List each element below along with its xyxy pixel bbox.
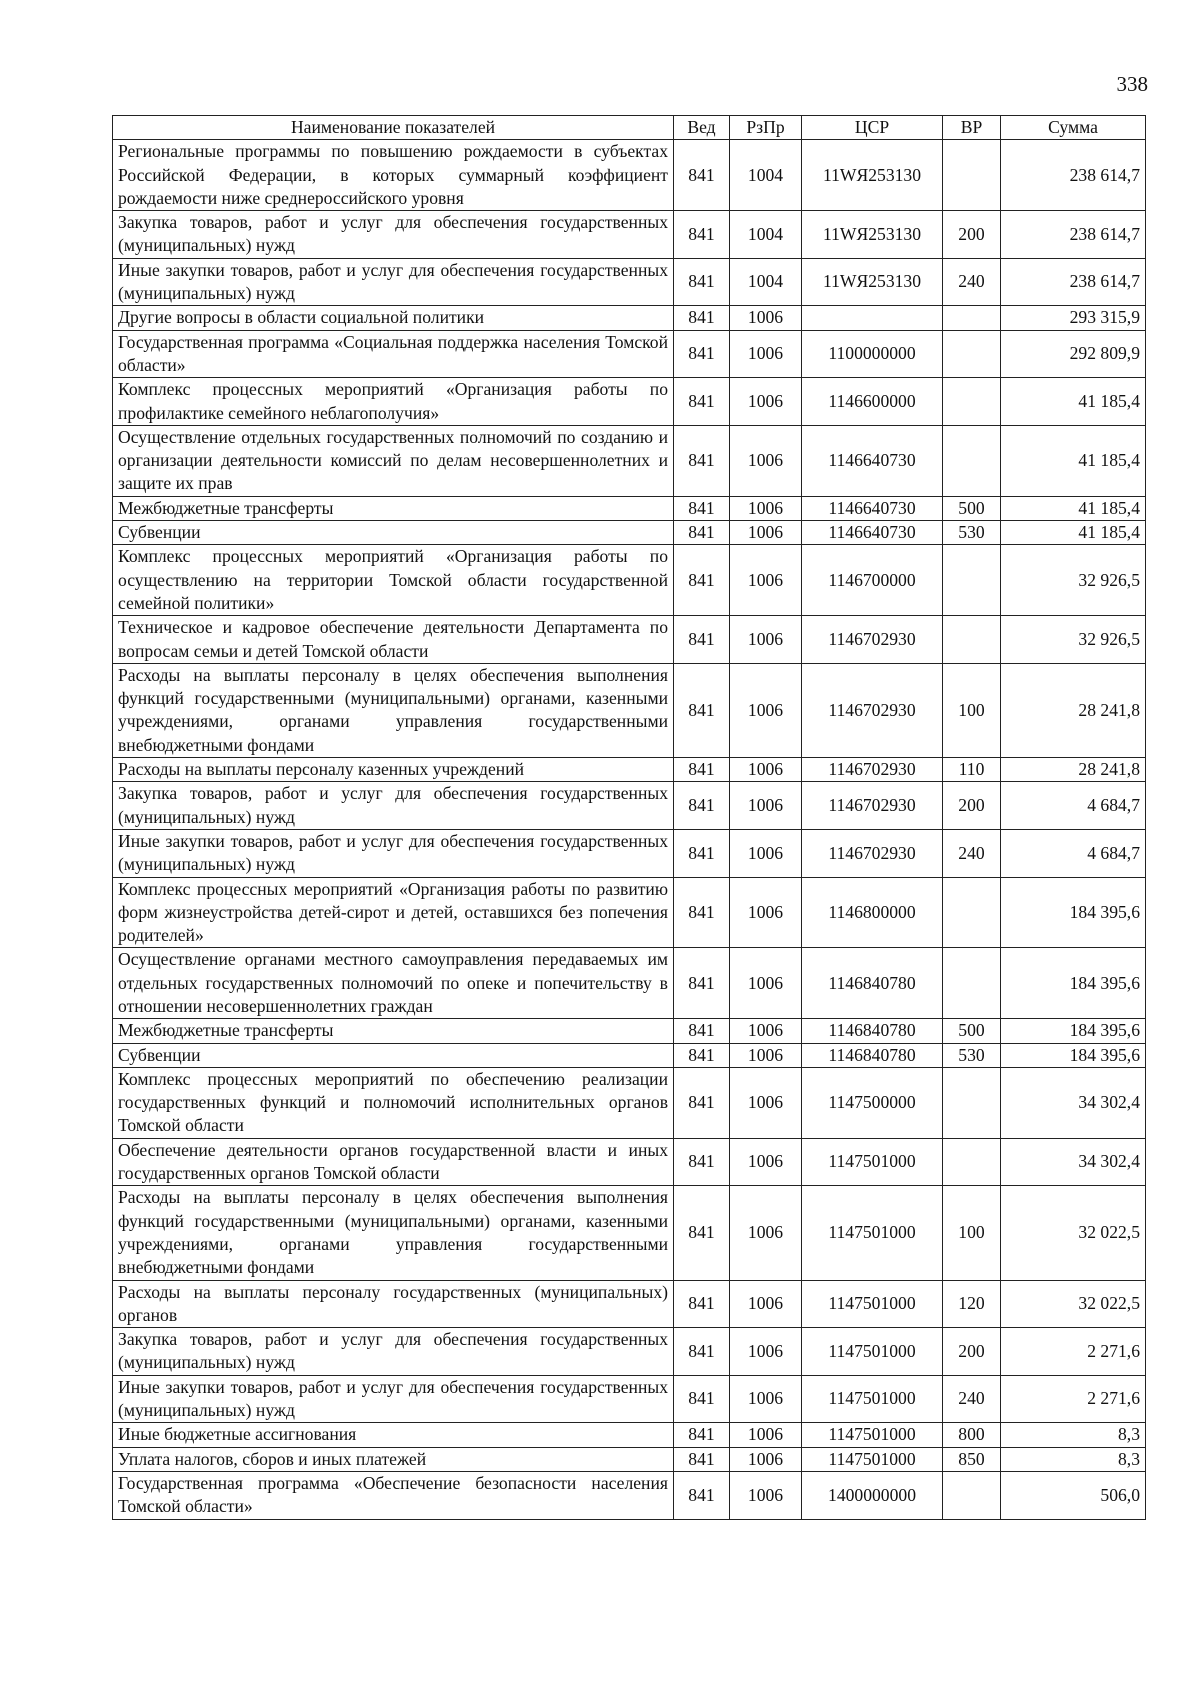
cell-vr xyxy=(943,1471,1001,1519)
cell-csr: 1146700000 xyxy=(802,545,943,616)
cell-sum: 184 395,6 xyxy=(1001,1019,1146,1043)
cell-csr: 1147501000 xyxy=(802,1280,943,1328)
cell-vr: 110 xyxy=(943,758,1001,782)
table-row xyxy=(113,948,1146,1019)
cell-name: Расходы на выплаты персоналу казенных учреждений xyxy=(113,758,674,782)
cell-ved: 841 xyxy=(674,140,730,211)
cell-sum: 4 684,7 xyxy=(1001,782,1146,830)
cell-sum: 2 271,6 xyxy=(1001,1375,1146,1423)
cell-vr xyxy=(943,545,1001,616)
cell-ved: 841 xyxy=(674,521,730,545)
cell-rzpr: 1006 xyxy=(730,1375,802,1423)
cell-rzpr: 1006 xyxy=(730,425,802,496)
cell-csr: 1147501000 xyxy=(802,1138,943,1186)
cell-ved: 841 xyxy=(674,1067,730,1138)
cell-vr: 200 xyxy=(943,1328,1001,1376)
cell-name: Техническое и кадровое обеспечение деятельности Департамента по вопросам семьи и детей Томской области xyxy=(113,616,674,664)
cell-ved: 841 xyxy=(674,1423,730,1447)
cell-name: Государственная программа «Обеспечение безопасности населения Томской области» xyxy=(113,1471,674,1519)
table-row xyxy=(113,1280,1146,1328)
cell-name: Комплекс процессных мероприятий «Организация работы по осуществлению на территории Томской области государственной семейной политики» xyxy=(113,545,674,616)
cell-vr: 530 xyxy=(943,1043,1001,1067)
cell-csr: 1146840780 xyxy=(802,948,943,1019)
cell-csr: 1146840780 xyxy=(802,1043,943,1067)
cell-csr: 1146702930 xyxy=(802,782,943,830)
column-header-rzpr: РзПр xyxy=(730,116,802,140)
table-row xyxy=(113,306,1146,330)
cell-ved: 841 xyxy=(674,1186,730,1280)
page-number: 338 xyxy=(1116,72,1148,96)
column-header-name: Наименование показателей xyxy=(113,116,674,140)
cell-ved: 841 xyxy=(674,1043,730,1067)
cell-rzpr: 1006 xyxy=(730,877,802,948)
column-header-vr: ВР xyxy=(943,116,1001,140)
cell-sum: 238 614,7 xyxy=(1001,211,1146,259)
cell-ved: 841 xyxy=(674,211,730,259)
cell-rzpr: 1006 xyxy=(730,1067,802,1138)
cell-sum: 32 022,5 xyxy=(1001,1186,1146,1280)
cell-ved: 841 xyxy=(674,1328,730,1376)
cell-name: Уплата налогов, сборов и иных платежей xyxy=(113,1447,674,1471)
cell-ved: 841 xyxy=(674,877,730,948)
cell-csr: 1400000000 xyxy=(802,1471,943,1519)
cell-csr: 1100000000 xyxy=(802,330,943,378)
table-row xyxy=(113,829,1146,877)
cell-vr xyxy=(943,425,1001,496)
cell-rzpr: 1006 xyxy=(730,782,802,830)
cell-rzpr: 1006 xyxy=(730,663,802,757)
cell-sum: 41 185,4 xyxy=(1001,425,1146,496)
cell-sum: 28 241,8 xyxy=(1001,758,1146,782)
cell-csr: 1147501000 xyxy=(802,1423,943,1447)
cell-sum: 41 185,4 xyxy=(1001,378,1146,426)
table-row xyxy=(113,258,1146,306)
cell-name: Иные закупки товаров, работ и услуг для обеспечения государственных (муниципальных) нужд xyxy=(113,829,674,877)
cell-vr xyxy=(943,616,1001,664)
cell-ved: 841 xyxy=(674,1138,730,1186)
cell-name: Комплекс процессных мероприятий по обеспечению реализации государственных функций и полномочий исполнительных органов Томской области xyxy=(113,1067,674,1138)
table-row xyxy=(113,330,1146,378)
cell-sum: 506,0 xyxy=(1001,1471,1146,1519)
cell-sum: 34 302,4 xyxy=(1001,1138,1146,1186)
cell-rzpr: 1006 xyxy=(730,545,802,616)
cell-ved: 841 xyxy=(674,663,730,757)
cell-sum: 293 315,9 xyxy=(1001,306,1146,330)
cell-name: Субвенции xyxy=(113,521,674,545)
cell-csr: 1146640730 xyxy=(802,425,943,496)
cell-ved: 841 xyxy=(674,829,730,877)
cell-name: Расходы на выплаты персоналу в целях обеспечения выполнения функций государственными (муниципальными) органами, казенными учреждениями, органами управления государственными внебюджетными фондами xyxy=(113,1186,674,1280)
table-row xyxy=(113,1471,1146,1519)
cell-ved: 841 xyxy=(674,1471,730,1519)
cell-csr: 1147501000 xyxy=(802,1328,943,1376)
cell-rzpr: 1004 xyxy=(730,140,802,211)
cell-sum: 8,3 xyxy=(1001,1447,1146,1471)
cell-rzpr: 1006 xyxy=(730,1423,802,1447)
table-row xyxy=(113,1067,1146,1138)
cell-name: Иные бюджетные ассигнования xyxy=(113,1423,674,1447)
cell-csr: 1146840780 xyxy=(802,1019,943,1043)
cell-csr: 11WЯ253130 xyxy=(802,258,943,306)
cell-rzpr: 1006 xyxy=(730,1447,802,1471)
cell-vr: 100 xyxy=(943,1186,1001,1280)
table-row xyxy=(113,211,1146,259)
column-header-ved: Вед xyxy=(674,116,730,140)
cell-sum: 8,3 xyxy=(1001,1423,1146,1447)
cell-csr: 1146702930 xyxy=(802,758,943,782)
cell-sum: 184 395,6 xyxy=(1001,1043,1146,1067)
cell-ved: 841 xyxy=(674,1375,730,1423)
cell-sum: 238 614,7 xyxy=(1001,258,1146,306)
cell-rzpr: 1006 xyxy=(730,758,802,782)
cell-rzpr: 1006 xyxy=(730,1019,802,1043)
cell-csr: 11WЯ253130 xyxy=(802,211,943,259)
cell-rzpr: 1006 xyxy=(730,616,802,664)
table-row xyxy=(113,140,1146,211)
column-header-csr: ЦСР xyxy=(802,116,943,140)
cell-sum: 32 022,5 xyxy=(1001,1280,1146,1328)
cell-rzpr: 1006 xyxy=(730,1328,802,1376)
cell-name: Закупка товаров, работ и услуг для обеспечения государственных (муниципальных) нужд xyxy=(113,211,674,259)
table-row xyxy=(113,758,1146,782)
cell-csr: 1146702930 xyxy=(802,616,943,664)
cell-vr: 530 xyxy=(943,521,1001,545)
cell-sum: 184 395,6 xyxy=(1001,948,1146,1019)
cell-name: Закупка товаров, работ и услуг для обеспечения государственных (муниципальных) нужд xyxy=(113,782,674,830)
column-header-sum: Сумма xyxy=(1001,116,1146,140)
cell-sum: 41 185,4 xyxy=(1001,496,1146,520)
cell-sum: 28 241,8 xyxy=(1001,663,1146,757)
table-row xyxy=(113,616,1146,664)
cell-name: Комплекс процессных мероприятий «Организация работы по развитию форм жизнеустройства детей-сирот и детей, оставшихся без попечения родителей» xyxy=(113,877,674,948)
cell-sum: 184 395,6 xyxy=(1001,877,1146,948)
table-row xyxy=(113,663,1146,757)
cell-sum: 292 809,9 xyxy=(1001,330,1146,378)
cell-csr: 1146702930 xyxy=(802,663,943,757)
cell-csr: 11WЯ253130 xyxy=(802,140,943,211)
cell-csr: 1146640730 xyxy=(802,496,943,520)
table-header-row xyxy=(113,116,1146,140)
cell-csr xyxy=(802,306,943,330)
cell-name: Закупка товаров, работ и услуг для обеспечения государственных (муниципальных) нужд xyxy=(113,1328,674,1376)
cell-ved: 841 xyxy=(674,496,730,520)
cell-csr: 1146600000 xyxy=(802,378,943,426)
table-row xyxy=(113,1375,1146,1423)
table-row xyxy=(113,521,1146,545)
cell-name: Региональные программы по повышению рождаемости в субъектах Российской Федерации, в которых суммарный коэффициент рождаемости ниже среднероссийского уровня xyxy=(113,140,674,211)
table-row xyxy=(113,425,1146,496)
cell-vr: 800 xyxy=(943,1423,1001,1447)
cell-rzpr: 1006 xyxy=(730,496,802,520)
table-row xyxy=(113,782,1146,830)
cell-rzpr: 1006 xyxy=(730,330,802,378)
cell-name: Межбюджетные трансферты xyxy=(113,1019,674,1043)
cell-ved: 841 xyxy=(674,1447,730,1471)
table-row xyxy=(113,1019,1146,1043)
cell-vr: 240 xyxy=(943,1375,1001,1423)
cell-name: Межбюджетные трансферты xyxy=(113,496,674,520)
cell-vr: 240 xyxy=(943,829,1001,877)
cell-vr xyxy=(943,877,1001,948)
cell-name: Другие вопросы в области социальной политики xyxy=(113,306,674,330)
cell-rzpr: 1004 xyxy=(730,258,802,306)
cell-rzpr: 1006 xyxy=(730,378,802,426)
cell-name: Осуществление органами местного самоуправления передаваемых им отдельных государственных полномочий по опеке и попечительству в отношении несовершеннолетних граждан xyxy=(113,948,674,1019)
table-row xyxy=(113,1447,1146,1471)
cell-ved: 841 xyxy=(674,948,730,1019)
cell-ved: 841 xyxy=(674,378,730,426)
table-row xyxy=(113,1186,1146,1280)
cell-ved: 841 xyxy=(674,258,730,306)
budget-table xyxy=(112,115,1146,1520)
cell-ved: 841 xyxy=(674,1280,730,1328)
cell-rzpr: 1006 xyxy=(730,306,802,330)
table-row xyxy=(113,1423,1146,1447)
cell-name: Субвенции xyxy=(113,1043,674,1067)
cell-rzpr: 1006 xyxy=(730,1138,802,1186)
cell-sum: 32 926,5 xyxy=(1001,616,1146,664)
table-row xyxy=(113,496,1146,520)
cell-ved: 841 xyxy=(674,758,730,782)
cell-vr xyxy=(943,948,1001,1019)
cell-sum: 4 684,7 xyxy=(1001,829,1146,877)
table-row xyxy=(113,1043,1146,1067)
cell-name: Расходы на выплаты персоналу государственных (муниципальных) органов xyxy=(113,1280,674,1328)
cell-rzpr: 1006 xyxy=(730,1043,802,1067)
cell-ved: 841 xyxy=(674,306,730,330)
cell-rzpr: 1006 xyxy=(730,829,802,877)
cell-ved: 841 xyxy=(674,1019,730,1043)
cell-csr: 1147501000 xyxy=(802,1447,943,1471)
cell-name: Иные закупки товаров, работ и услуг для обеспечения государственных (муниципальных) нужд xyxy=(113,258,674,306)
cell-rzpr: 1006 xyxy=(730,1280,802,1328)
cell-sum: 34 302,4 xyxy=(1001,1067,1146,1138)
cell-ved: 841 xyxy=(674,616,730,664)
cell-vr: 200 xyxy=(943,211,1001,259)
table-row xyxy=(113,545,1146,616)
table-body xyxy=(113,140,1146,1519)
cell-name: Комплекс процессных мероприятий «Организация работы по профилактике семейного неблагополучия» xyxy=(113,378,674,426)
cell-sum: 32 926,5 xyxy=(1001,545,1146,616)
table-row xyxy=(113,1328,1146,1376)
cell-name: Обеспечение деятельности органов государственной власти и иных государственных органов Томской области xyxy=(113,1138,674,1186)
cell-vr xyxy=(943,1067,1001,1138)
cell-vr: 120 xyxy=(943,1280,1001,1328)
cell-name: Осуществление отдельных государственных полномочий по созданию и организации деятельности комиссий по делам несовершеннолетних и защите их прав xyxy=(113,425,674,496)
cell-sum: 41 185,4 xyxy=(1001,521,1146,545)
cell-vr: 200 xyxy=(943,782,1001,830)
cell-ved: 841 xyxy=(674,425,730,496)
cell-vr xyxy=(943,306,1001,330)
cell-vr: 850 xyxy=(943,1447,1001,1471)
cell-csr: 1147500000 xyxy=(802,1067,943,1138)
table-row xyxy=(113,378,1146,426)
cell-ved: 841 xyxy=(674,330,730,378)
cell-vr: 100 xyxy=(943,663,1001,757)
cell-name: Государственная программа «Социальная поддержка населения Томской области» xyxy=(113,330,674,378)
cell-csr: 1146800000 xyxy=(802,877,943,948)
cell-sum: 2 271,6 xyxy=(1001,1328,1146,1376)
table-row xyxy=(113,877,1146,948)
cell-csr: 1147501000 xyxy=(802,1375,943,1423)
cell-csr: 1147501000 xyxy=(802,1186,943,1280)
cell-vr xyxy=(943,140,1001,211)
cell-vr xyxy=(943,378,1001,426)
cell-rzpr: 1006 xyxy=(730,1186,802,1280)
table-row xyxy=(113,1138,1146,1186)
cell-rzpr: 1006 xyxy=(730,1471,802,1519)
cell-vr xyxy=(943,330,1001,378)
cell-sum: 238 614,7 xyxy=(1001,140,1146,211)
cell-vr: 500 xyxy=(943,496,1001,520)
cell-rzpr: 1006 xyxy=(730,521,802,545)
cell-vr: 500 xyxy=(943,1019,1001,1043)
cell-rzpr: 1006 xyxy=(730,948,802,1019)
cell-name: Расходы на выплаты персоналу в целях обеспечения выполнения функций государственными (муниципальными) органами, казенными учреждениями, органами управления государственными внебюджетными фондами xyxy=(113,663,674,757)
cell-rzpr: 1004 xyxy=(730,211,802,259)
cell-ved: 841 xyxy=(674,782,730,830)
cell-vr xyxy=(943,1138,1001,1186)
cell-vr: 240 xyxy=(943,258,1001,306)
cell-csr: 1146640730 xyxy=(802,521,943,545)
cell-ved: 841 xyxy=(674,545,730,616)
cell-csr: 1146702930 xyxy=(802,829,943,877)
cell-name: Иные закупки товаров, работ и услуг для обеспечения государственных (муниципальных) нужд xyxy=(113,1375,674,1423)
